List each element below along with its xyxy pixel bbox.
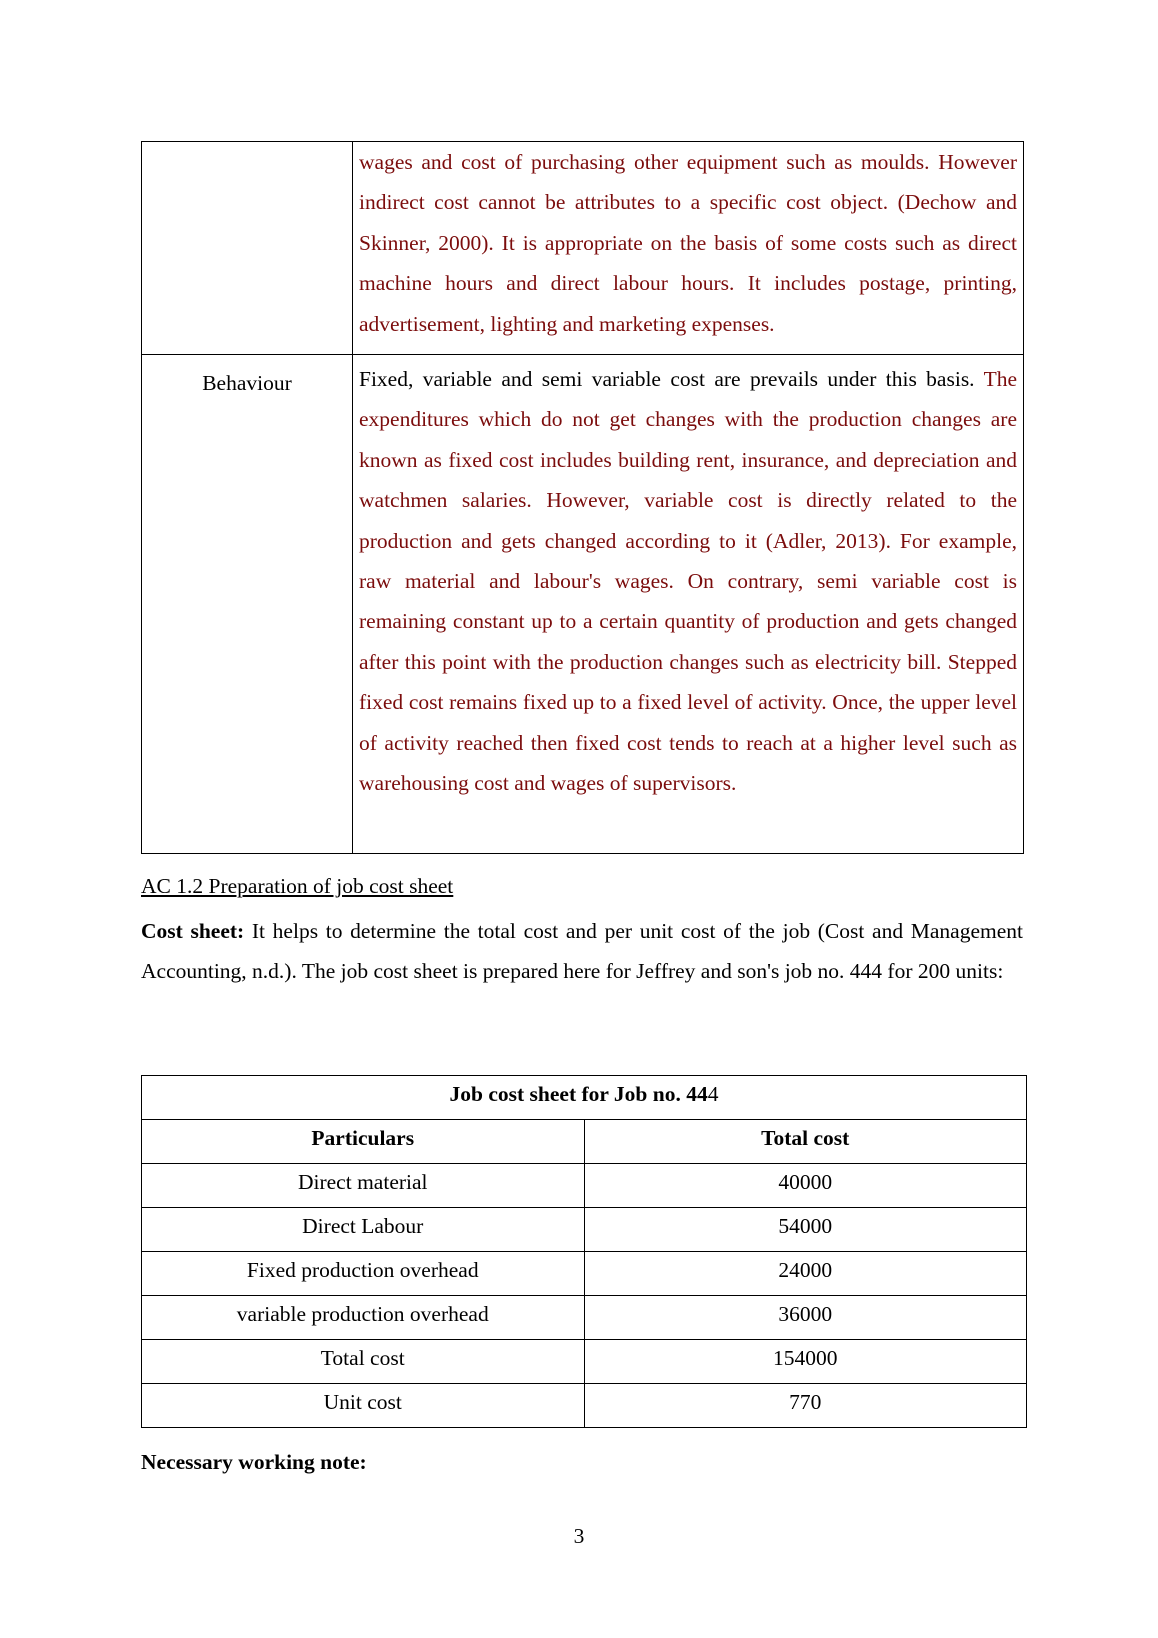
particular-cell: Total cost [142,1340,585,1384]
table-title [142,1076,1027,1120]
table-row [142,355,1024,854]
cost-cell: 770 [584,1384,1027,1428]
cost-sheet-lead: Cost sheet: [141,919,245,943]
table-header-row [142,1120,1027,1164]
basis-description-cell [353,142,1024,355]
cost-sheet-body: It helps to determine the total cost and per unit cost of the job (Cost and Management Accounting, n.d.). The job cost sheet is prepared here for Jeffrey and son's job no. 444 for 200 units: [141,919,1023,984]
table-title-bold: Job cost sheet for Job no. 44 [449,1082,708,1106]
column-header-total-cost: Total cost [584,1120,1027,1164]
basis-label-cell [142,355,353,854]
job-cost-sheet-table [141,1075,1027,1428]
cost-cell: 24000 [584,1252,1027,1296]
table-row [142,1252,1027,1296]
table-row [142,1340,1027,1384]
basis-label-cell [142,142,353,355]
particular-cell: Direct material [142,1164,585,1208]
table-title-row [142,1076,1027,1120]
table-row [142,1296,1027,1340]
section-heading: AC 1.2 Preparation of job cost sheet [141,874,454,898]
table-row [142,1208,1027,1252]
indirect-cost-description: wages and cost of purchasing other equipment such as moulds. However indirect cost cannot be attributes to a specific cost object. (Dechow and Skinner, 2000). It is appropriate on the basis of some costs such as direct machine hours and direct labour hours. It includes postage, printing, advertisement, lighting and marketing expenses. [359,150,1017,336]
particular-cell: Direct Labour [142,1208,585,1252]
cost-cell: 36000 [584,1296,1027,1340]
cost-cell: 154000 [584,1340,1027,1384]
cost-sheet-paragraph [141,911,1023,992]
behaviour-intro: Fixed, variable and semi variable cost are prevails under this basis. [359,367,975,391]
table-row [142,1384,1027,1428]
particular-cell: Unit cost [142,1384,585,1428]
table-title-suffix: 4 [707,1082,719,1106]
page-number: 3 [573,1524,585,1548]
column-header-particulars: Particulars [142,1120,585,1164]
behaviour-description: The expenditures which do not get changes with the production changes are known as fixed cost includes building rent, insurance, and depreciation and watchmen salaries. However, variable cost is directly related to the production and gets changed according to it (Adler, 2013). For example, raw material and labour's wages. On contrary, semi variable cost is remaining constant up to a certain quantity of production and gets changed after this point with the production changes such as electricity bill. Stepped fixed cost remains fixed up to a fixed level of activity. Once, the upper level of activity reached then fixed cost tends to reach at a higher level such as warehousing cost and wages of supervisors. [359,367,1017,796]
basis-description-cell [353,355,1024,854]
cost-basis-table [141,141,1024,854]
cost-cell: 54000 [584,1208,1027,1252]
cost-cell: 40000 [584,1164,1027,1208]
particular-cell: Fixed production overhead [142,1252,585,1296]
basis-label-behaviour: Behaviour [202,371,292,395]
table-row [142,142,1024,355]
working-note-heading: Necessary working note: [141,1450,367,1474]
table-row [142,1164,1027,1208]
particular-cell: variable production overhead [142,1296,585,1340]
